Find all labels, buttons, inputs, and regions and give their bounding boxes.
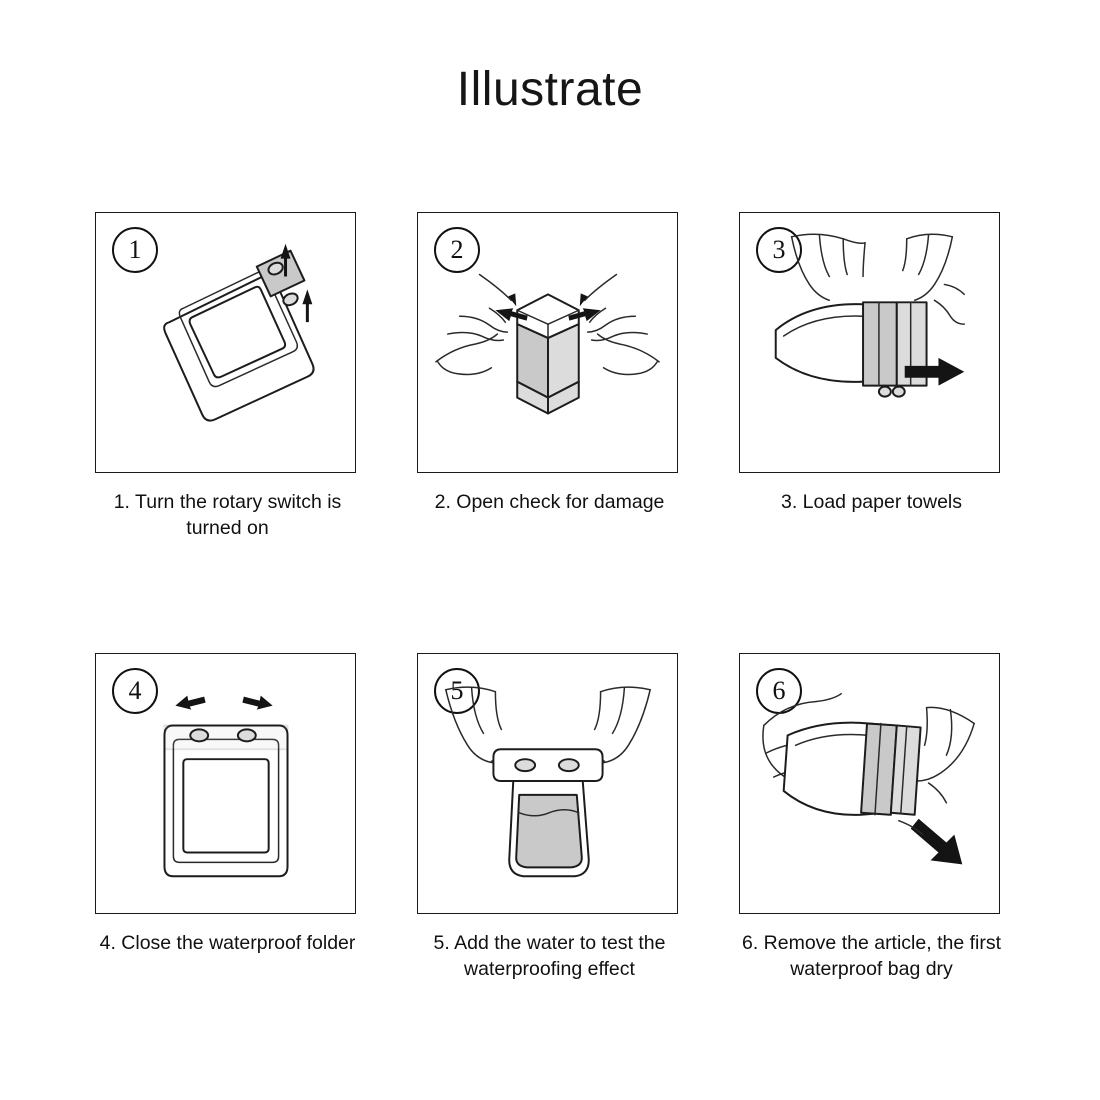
grid-spacer bbox=[682, 212, 739, 541]
step-frame-4 bbox=[95, 653, 356, 914]
grid-spacer bbox=[360, 212, 417, 541]
step-caption-5: 5. Add the water to test the waterproofing effect bbox=[433, 932, 666, 980]
step-card-1 bbox=[95, 212, 360, 541]
step-caption-4: 4. Close the waterproof folder bbox=[99, 932, 356, 954]
step-badge-5: 5 bbox=[434, 668, 480, 714]
illustration-closed-pouch-icon bbox=[96, 654, 355, 913]
illustration-hands-opening-pouch-icon bbox=[418, 213, 677, 472]
step-badge-1: 1 bbox=[112, 227, 158, 273]
illustration-load-paper-towels-icon bbox=[740, 213, 999, 472]
page-title: Illustrate bbox=[456, 63, 644, 116]
step-card-4 bbox=[95, 653, 360, 982]
step-card-2 bbox=[417, 212, 682, 541]
step-caption-6: 6. Remove the article, the first waterproof bag dry bbox=[741, 932, 1002, 980]
steps-grid bbox=[95, 212, 1015, 982]
illustration-pouch-rotary-switch-icon bbox=[96, 213, 355, 472]
step-badge-3: 3 bbox=[756, 227, 802, 273]
step-frame-5 bbox=[417, 653, 678, 914]
step-frame-3 bbox=[739, 212, 1000, 473]
illustration-remove-article-icon bbox=[740, 654, 999, 913]
step-card-3 bbox=[739, 212, 1004, 541]
step-frame-6 bbox=[739, 653, 1000, 914]
step-caption-1: 1. Turn the rotary switch is turned on bbox=[113, 491, 342, 539]
step-caption-3: 3. Load paper towels bbox=[780, 491, 963, 513]
step-badge-6: 6 bbox=[756, 668, 802, 714]
step-card-6 bbox=[739, 653, 1004, 982]
step-frame-2 bbox=[417, 212, 678, 473]
step-card-5 bbox=[417, 653, 682, 982]
step-badge-4: 4 bbox=[112, 668, 158, 714]
illustration-water-test-icon bbox=[418, 654, 677, 913]
grid-spacer bbox=[682, 653, 739, 982]
step-frame-1 bbox=[95, 212, 356, 473]
step-badge-2: 2 bbox=[434, 227, 480, 273]
step-caption-2: 2. Open check for damage bbox=[434, 491, 665, 513]
grid-spacer bbox=[360, 653, 417, 982]
